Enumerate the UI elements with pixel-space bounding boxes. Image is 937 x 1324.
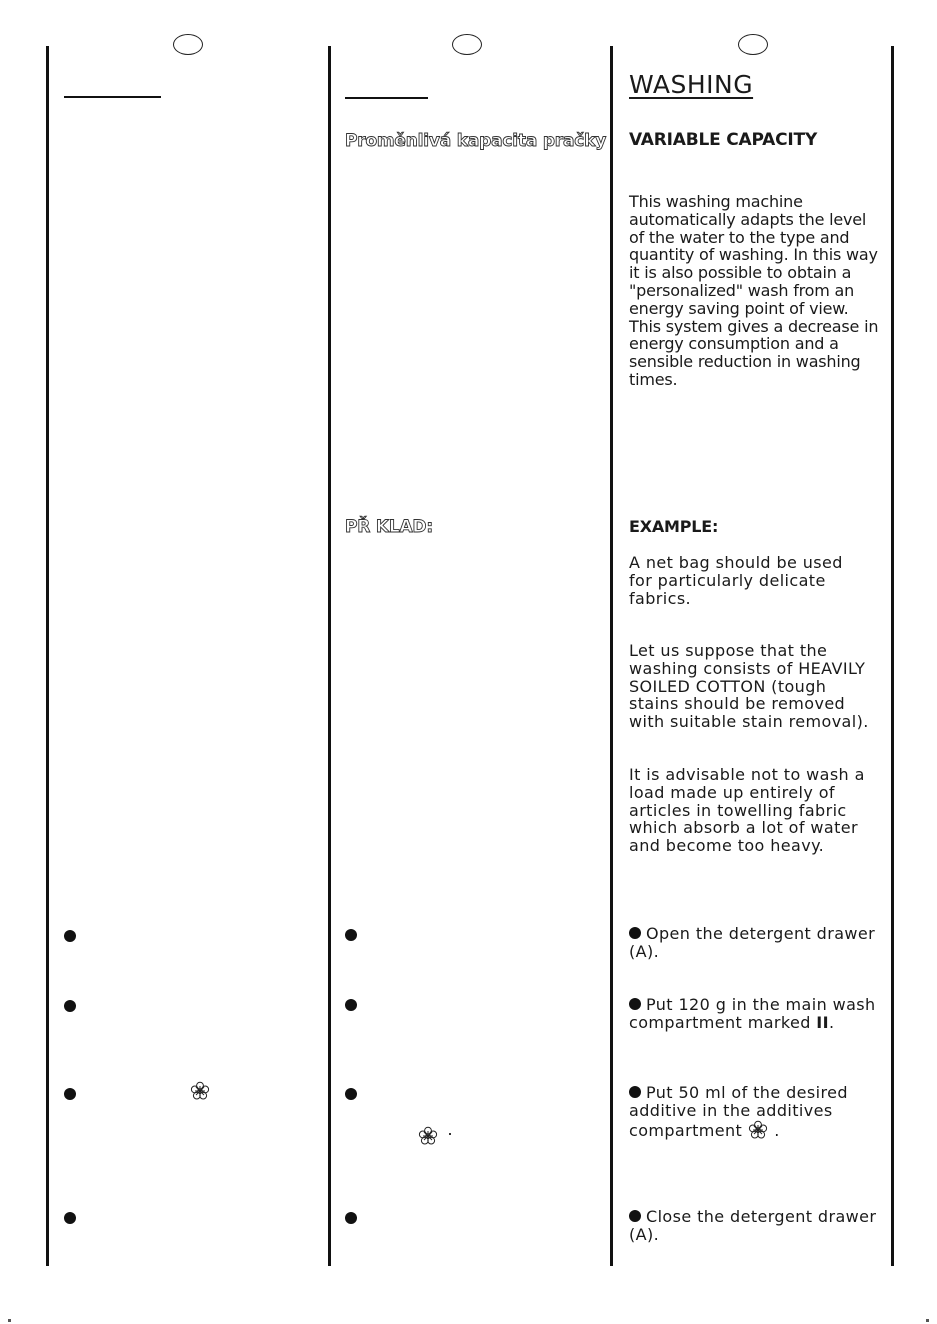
country-badge-right: [738, 34, 768, 55]
column-divider-right: [891, 46, 894, 1266]
column-divider-middle-right: [610, 46, 613, 1266]
bullet-icon: [345, 1212, 357, 1224]
bullet-icon: [64, 1088, 76, 1100]
bullet-icon: [345, 999, 357, 1011]
intro-paragraph: This washing machine automatically adapts the level of the water to the type and quantity of washing. In this way it is also possible to obtain a "personalized" wash from an energy saving point of view. This system gives a decrease in energy consumption and a sensible reduction in washing times.: [629, 192, 879, 389]
step-text: Close the detergent drawer (A).: [629, 1207, 877, 1244]
country-badge-left: [173, 34, 203, 55]
flower-softener-icon: [190, 1081, 210, 1101]
step-text-end: .: [828, 1013, 835, 1032]
step-close-drawer: [629, 1208, 879, 1244]
step-text-end: .: [774, 1121, 780, 1140]
example-paragraph-3: It is advisable not to wash a load made up entirely of articles in towelling fabric which absorb a lot of water and become too heavy.: [629, 765, 865, 856]
right-subheading: VARIABLE CAPACITY: [629, 130, 818, 150]
flower-softener-icon: [418, 1126, 438, 1146]
step-main-wash: [629, 996, 879, 1032]
example-paragraph-1: A net bag should be used for particularly delicate fabrics.: [629, 553, 843, 608]
step-open-drawer: [629, 925, 879, 961]
example-label: EXAMPLE:: [629, 517, 719, 536]
column-divider-left: [46, 46, 49, 1266]
step-text: Put 120 g in the main wash compartment marked: [629, 995, 876, 1032]
period-mark: [449, 1133, 451, 1135]
step-text: Open the detergent drawer (A).: [629, 924, 876, 961]
flower-softener-icon: [748, 1120, 768, 1140]
bullet-icon: [64, 1212, 76, 1224]
heading-underline-left: [64, 96, 161, 98]
bullet-icon: [629, 1086, 641, 1098]
page-title: WASHING: [629, 70, 754, 99]
bullet-icon: [64, 930, 76, 942]
compartment-mark: II: [816, 1013, 829, 1032]
step-additive: [629, 1084, 879, 1140]
bullet-icon: [345, 929, 357, 941]
column-divider-middle-left: [328, 46, 331, 1266]
heading-underline-middle: [345, 97, 428, 99]
middle-example-label: PŘ KLAD:: [345, 517, 433, 537]
crop-mark: [8, 1319, 11, 1322]
step-text: Put 50 ml of the desired additive in the additives compartment: [629, 1083, 848, 1140]
bullet-icon: [345, 1088, 357, 1100]
middle-subheading: Proměnlivá kapacita pračky: [345, 131, 607, 151]
bullet-icon: [629, 998, 641, 1010]
bullet-icon: [629, 1210, 641, 1222]
bullet-icon: [64, 1000, 76, 1012]
example-paragraph-2: Let us suppose that the washing consists of HEAVILY SOILED COTTON (tough stains should be removed with suitable stain removal).: [629, 641, 869, 732]
country-badge-middle: [452, 34, 482, 55]
crop-mark: [926, 1319, 929, 1322]
bullet-icon: [629, 927, 641, 939]
